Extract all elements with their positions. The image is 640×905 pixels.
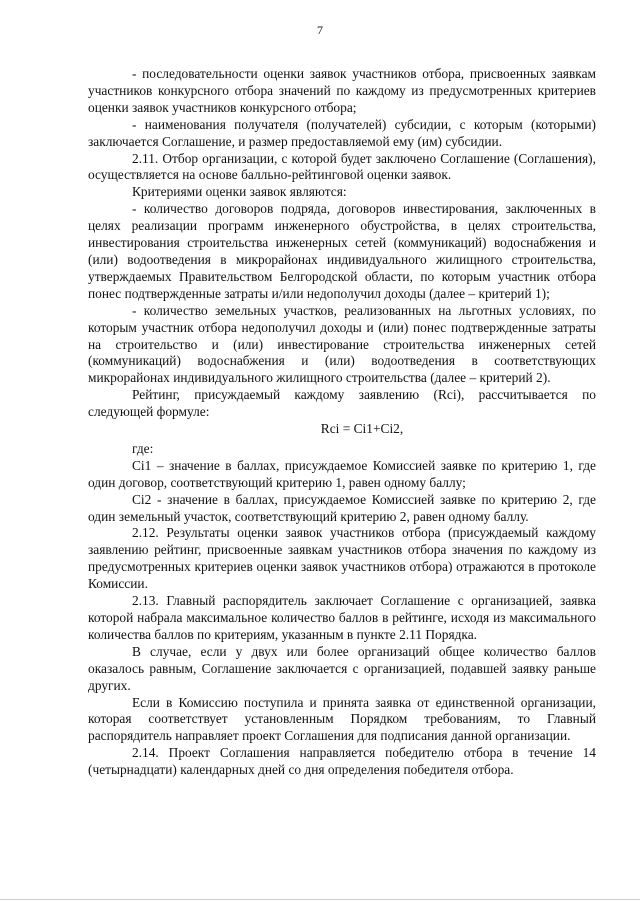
document-body — [88, 66, 596, 779]
page-bottom-edge — [0, 899, 640, 900]
paragraph: Ci1 – значение в баллах, присуждаемое Комиссией заявке по критерию 1, где один договор, соответствующий критерию 1, равен одному баллу; — [88, 457, 596, 490]
paragraph: 2.11. Отбор организации, с которой будет заключено Соглашение (Соглашения), осуществляется на основе балльно-рейтинговой оценки заявок. — [88, 150, 596, 183]
paragraph: - количество договоров подряда, договоров инвестирования, заключенных в целях реализации программ инженерного обустройства, в целях строительства, инвестирования строительства инженерных сетей (коммуникаций) водоснабжения и (или) водоотведения в микрорайонах индивидуального жилищного строительства, утверждаемых Правительством Белгородской области, по которым участник отбора понес подтвержденные затраты и/или недополучил доходы (далее – критерий 1); — [88, 201, 596, 301]
paragraph: 2.14. Проект Соглашения направляется победителю отбора в течение 14 (четырнадцати) календарных дней со дня определения победителя отбора. — [88, 745, 596, 778]
paragraph: В случае, если у двух или более организаций общее количество баллов оказалось равным, Соглашение заключается с организацией, подавшей заявку раньше других. — [88, 643, 596, 693]
formula: Rci = Ci1+Ci2, — [320, 421, 404, 437]
paragraph: Рейтинг, присуждаемый каждому заявлению (Rci), рассчитывается по следующей формуле: — [88, 387, 596, 420]
paragraph: - количество земельных участков, реализованных на льготных условиях, по которым участник отбора недополучил доходы и (или) понес подтвержденные затраты на строительство и (или) инвестирование строительства инженерных сетей (коммуникаций) водоснабжения и (или) водоотведения в соответствующих микрорайонах индивидуального жилищного строительства (далее – критерий 2). — [88, 302, 596, 386]
paragraph: 2.13. Главный распорядитель заключает Соглашение с организацией, заявка которой набрала максимальное количество баллов в рейтинге, исходя из максимального количества баллов по критериям, указанным в пункте 2.11 Порядка. — [88, 593, 596, 642]
paragraph: - наименования получателя (получателей) субсидии, с которым (которыми) заключается Соглашение, и размер предоставляемой ему (им) субсидии. — [88, 116, 596, 149]
paragraph: Ci2 - значение в баллах, присуждаемое Комиссией заявке по критерию 2, где один земельный участок, соответствующий критерию 2, равен одному баллу. — [88, 491, 596, 524]
page-number: 7 — [317, 23, 323, 37]
paragraph: Если в Комиссию поступила и принята заявка от единственной организации, которая соответствует установленным Порядком требованиям, то Главный распорядитель направляет проект Соглашения для подписания данной организации. — [88, 694, 596, 744]
paragraph: Критериями оценки заявок являются: — [132, 184, 347, 200]
paragraph: где: — [132, 440, 154, 456]
paragraph: - последовательности оценки заявок участников отбора, присвоенных заявкам участников конкурсного отбора значений по каждому из предусмотренных критериев оценки заявок участников конкурсного отбора; — [88, 66, 596, 115]
paragraph: 2.12. Результаты оценки заявок участников отбора (присуждаемый каждому заявлению рейтинг, присвоенные заявкам участников отбора значения по каждому из предусмотренных критериев оценки заявок участников отбора) отражаются в протоколе Комиссии. — [88, 525, 596, 592]
